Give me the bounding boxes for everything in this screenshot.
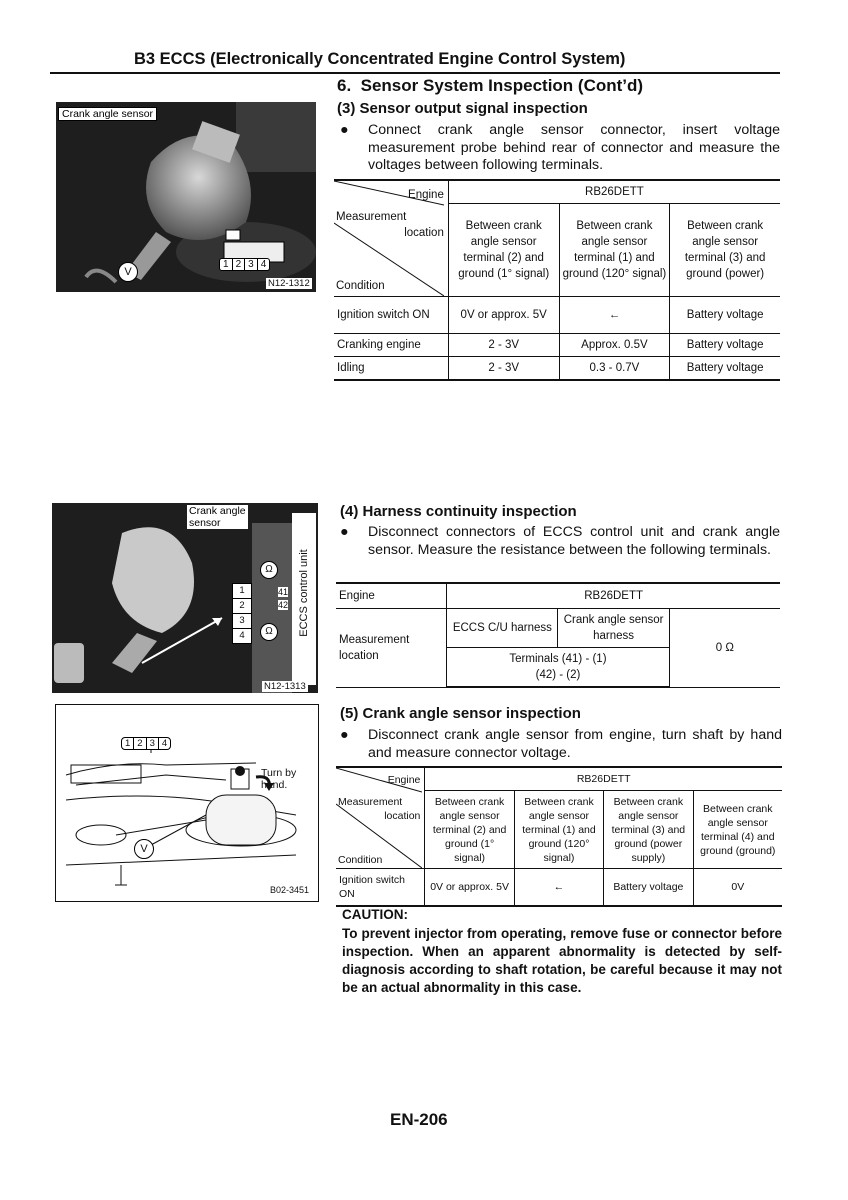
inspection-4-title: (4) Harness continuity inspection — [340, 503, 577, 520]
terminals-cell — [447, 648, 670, 688]
column-header: Crank angle sensor harness — [558, 609, 669, 648]
table-cell: Battery voltage — [670, 334, 780, 357]
page-number: EN-206 — [390, 1110, 448, 1129]
connector-pin-1: 1 — [220, 259, 233, 270]
inspection-3-title: (3) Sensor output signal inspection — [337, 100, 588, 117]
row-condition: Ignition switch ON — [336, 869, 425, 907]
location-header: location — [404, 227, 444, 239]
table-cell: 0.3 - 0.7V — [559, 357, 670, 381]
terminal-42: 42 — [278, 600, 289, 610]
inspection-5-bullet-text: Disconnect crank angle sensor from engine, turn shaft by hand and measure connector voltage. — [368, 727, 782, 761]
figure-code: N12-1313 — [264, 681, 306, 692]
connector-pin-4: 4 — [239, 630, 245, 641]
column-header: Between crank angle sensor terminal (1) and ground (120° signal) — [559, 204, 670, 297]
table-cell: 0V or approx. 5V — [448, 297, 559, 334]
inspection-4-bullet-text: Disconnect connectors of ECCS control unit and crank angle sensor. Measure the resistance between the following terminals. — [368, 524, 780, 558]
connector-diagram — [232, 583, 252, 644]
sensor-inspection-table — [336, 766, 782, 907]
bullet-icon: ● — [340, 727, 349, 743]
voltmeter-label: V — [140, 843, 148, 855]
sensor-output-table — [334, 179, 780, 381]
inspection-3-bullet — [340, 122, 780, 177]
location-header: location — [384, 810, 421, 822]
engine-value: RB26DETT — [425, 767, 782, 791]
caution-body: To prevent injector from operating, remove fuse or connector before inspection. When an apparent abnormality is detected by self-diagnosis according to shaft rotation, be careful because it may not be an actual abnormality in this case. — [342, 926, 782, 995]
condition-header: Condition — [336, 280, 385, 292]
header-rule — [50, 72, 780, 74]
turn-by-hand-label: Turn by hand. — [261, 767, 297, 791]
table-cell: ← — [514, 869, 603, 907]
table-cell: 2 - 3V — [448, 357, 559, 381]
connector-pin-3: 3 — [245, 259, 258, 270]
table-cell: Battery voltage — [604, 869, 693, 907]
sensor-line-drawing — [56, 705, 318, 901]
inspection-5-title: (5) Crank angle sensor inspection — [340, 705, 581, 722]
terminal-41: 41 — [278, 587, 289, 597]
eccs-side-label-text: ECCS control unit — [298, 549, 310, 637]
eccs-control-unit-label — [292, 513, 316, 685]
measurement-location-header — [336, 609, 447, 688]
engine-value: RB26DETT — [448, 180, 780, 204]
column-header: Between crank angle sensor terminal (2) and ground (1° signal) — [425, 791, 514, 869]
harness-continuity-photo — [52, 503, 318, 693]
table-cell: 2 - 3V — [448, 334, 559, 357]
table-corner-header — [336, 767, 425, 869]
engine-header: Engine — [336, 583, 447, 609]
column-header: Between crank angle sensor terminal (3) and ground (power supply) — [604, 791, 693, 869]
inspection-5-bullet — [340, 727, 782, 765]
figure-code: N12-1312 — [268, 278, 310, 289]
measurement-header: Measurement — [339, 633, 410, 646]
ohmmeter-label: Ω — [265, 564, 273, 575]
voltmeter-icon — [134, 839, 154, 859]
table-cell: ← — [559, 297, 670, 334]
connector-pin-1: 1 — [122, 738, 134, 749]
measurement-header: Measurement — [338, 796, 403, 808]
location-header: location — [339, 649, 379, 662]
connector-pin-3: 3 — [147, 738, 159, 749]
voltmeter-label: V — [124, 266, 132, 278]
crank-angle-sensor-label: Crank angle sensor — [58, 107, 157, 121]
crank-angle-sensor-photo — [56, 102, 316, 292]
measurement-header: Measurement — [336, 211, 407, 223]
table-corner-header — [334, 180, 448, 297]
column-header: Between crank angle sensor terminal (4) and ground (ground) — [693, 791, 782, 869]
row-condition: Cranking engine — [334, 334, 448, 357]
connector-pin-2: 2 — [233, 599, 251, 614]
crank-angle-label-line2: sensor — [189, 517, 221, 529]
connector-pin-1: 1 — [233, 584, 251, 599]
ohmmeter-icon — [260, 623, 278, 641]
inspection-3-bullet-text: Connect crank angle sensor connector, insert voltage measurement probe behind rear of connector and measure the voltages between following terminals. — [368, 122, 780, 173]
inspection-4-bullet — [340, 524, 780, 579]
connector-pin-4: 4 — [260, 259, 267, 270]
connector-pin-2: 2 — [134, 738, 146, 749]
crank-angle-sensor-drawing — [55, 704, 319, 902]
crank-angle-label — [187, 505, 248, 529]
caution-title: CAUTION: — [342, 907, 408, 922]
column-header: Between crank angle sensor terminal (1) and ground (120° signal) — [514, 791, 603, 869]
connector-pin-4: 4 — [161, 738, 168, 749]
page-header-title: B3 ECCS (Electronically Concentrated Engine Control System) — [134, 50, 626, 68]
table-cell: Approx. 0.5V — [559, 334, 670, 357]
ohmmeter-icon — [260, 561, 278, 579]
engine-header: Engine — [408, 189, 444, 201]
column-header: ECCS C/U harness — [447, 609, 558, 648]
bullet-icon: ● — [340, 122, 349, 138]
row-condition: Ignition switch ON — [334, 297, 448, 334]
bullet-icon: ● — [340, 524, 349, 540]
table-cell: 0V or approx. 5V — [425, 869, 514, 907]
figure-code: B02-3451 — [270, 885, 310, 895]
connector-diagram — [121, 737, 171, 750]
crank-angle-sensor-illustration — [56, 102, 316, 292]
terminals-line-2: (42) - (2) — [535, 669, 581, 681]
table-cell: Battery voltage — [670, 357, 780, 381]
crank-angle-label-line1: Crank angle — [189, 505, 246, 517]
engine-value: RB26DETT — [447, 583, 780, 609]
harness-illustration — [52, 503, 318, 693]
resistance-value: 0 Ω — [669, 609, 780, 688]
ohmmeter-label: Ω — [265, 626, 273, 637]
table-cell: Battery voltage — [670, 297, 780, 334]
connector-pin-3: 3 — [233, 614, 251, 629]
condition-header: Condition — [338, 854, 383, 866]
column-header: Between crank angle sensor terminal (2) and ground (1° signal) — [448, 204, 559, 297]
terminals-line-1: Terminals (41) - (1) — [509, 653, 607, 665]
table-cell: 0V — [693, 869, 782, 907]
connector-pin-2: 2 — [233, 259, 246, 270]
engine-header: Engine — [387, 774, 421, 786]
voltmeter-icon — [118, 262, 138, 282]
connector-diagram — [219, 258, 270, 271]
section-title: 6. Sensor System Inspection (Cont’d) — [337, 76, 644, 95]
row-condition: Idling — [334, 357, 448, 381]
harness-continuity-table — [336, 582, 780, 688]
column-header: Between crank angle sensor terminal (3) and ground (power) — [670, 204, 780, 297]
